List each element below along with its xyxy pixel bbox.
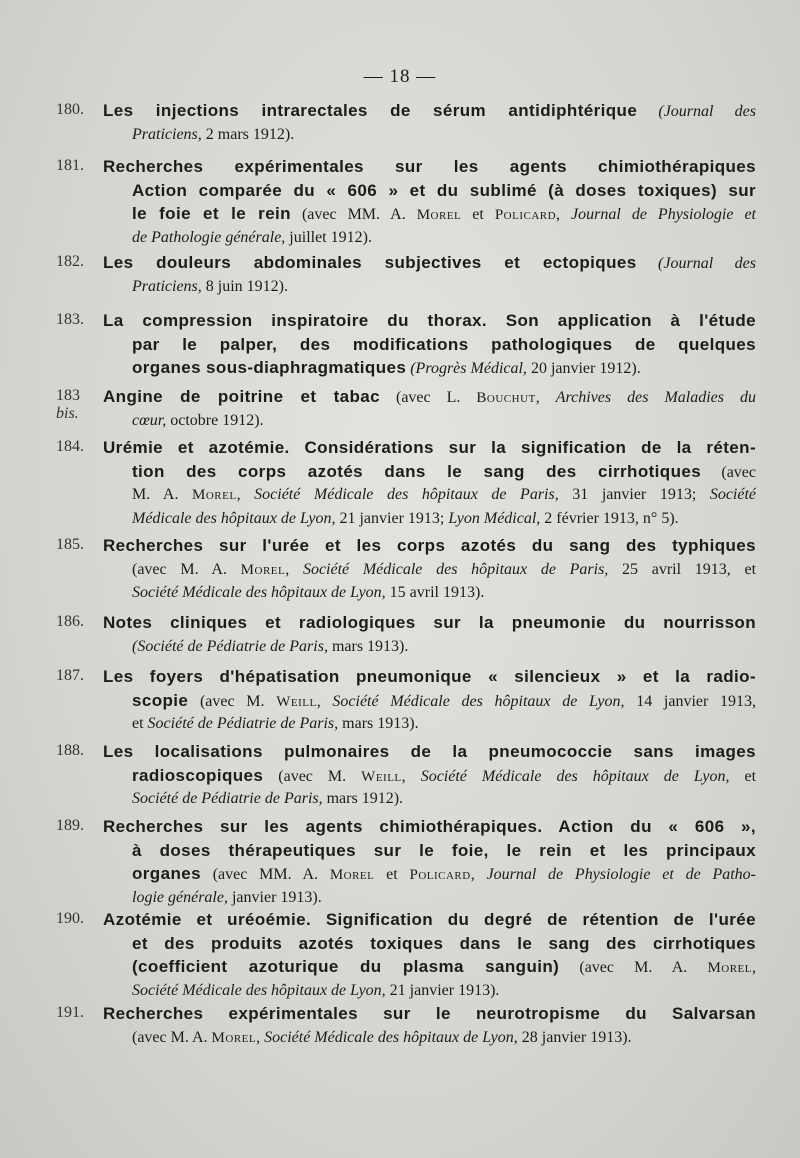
entry-title: à doses thérapeutiques sur le foie, le rein et les principaux <box>132 840 756 860</box>
entry-text: Praticiens, <box>132 277 202 295</box>
entry-text: (Journal des <box>637 103 756 120</box>
entry-number: 182. <box>56 253 84 270</box>
bibliography-entry <box>56 99 756 150</box>
entry-line <box>132 356 756 380</box>
entry-line <box>132 764 756 788</box>
entry-text: mars 1913). <box>338 715 419 732</box>
entry-text: , <box>470 866 487 883</box>
entry-line <box>132 862 756 886</box>
entry-text: 8 juin 1912). <box>201 277 288 295</box>
entry-number: 184. <box>56 438 84 455</box>
entry-line <box>132 409 756 433</box>
entry-title: radioscopiques <box>132 765 264 785</box>
entry-text: et <box>461 206 495 223</box>
entry-line <box>103 99 756 123</box>
bibliography-entry <box>56 534 756 609</box>
entry-title: Recherches expérimentales sur le neurotropisme du Salvarsan <box>103 1004 756 1023</box>
entry-title: organes sous-diaphragmatiques <box>132 358 407 377</box>
entry-line <box>132 787 756 811</box>
bibliography-entry <box>56 740 756 815</box>
entry-number: 181. <box>56 157 84 174</box>
entry-text: Médicale des hôpitaux de Lyon, <box>132 509 336 527</box>
entry-title: Les foyers d'hépatisation pneumonique « silencieux » et la radio- <box>103 667 756 686</box>
entry-text: (avec M. <box>188 692 277 710</box>
page-number: — 18 — <box>363 66 437 87</box>
entry-text: Morel <box>416 207 462 223</box>
entry-title: La compression inspiratoire du thorax. Son application à l'étude <box>103 311 756 330</box>
entry-line <box>132 581 756 605</box>
entry-title: Recherches sur l'urée et les corps azotés du sang des typhiques <box>103 536 756 555</box>
entry-text: Morel <box>707 960 752 976</box>
bibliography-entry <box>56 155 756 253</box>
entry-title: Azotémie et uréoémie. Signification du degré de rétention de l'urée <box>103 910 756 929</box>
entry-title: Les injections intrarectales de sérum antidiphtérique <box>103 101 638 120</box>
entry-text: Lyon Médical, <box>448 509 541 527</box>
bibliography-entry <box>56 908 756 1006</box>
entry-title: Action comparée du « 606 » et du sublimé (à doses toxiques) sur <box>132 180 756 200</box>
entry-text: (avec M. A. <box>559 959 708 976</box>
entry-line <box>103 611 756 635</box>
bibliography-entry <box>56 436 756 534</box>
entry-text: (avec L. <box>380 389 477 406</box>
entry-line <box>103 155 756 179</box>
entry-text: Morel <box>329 867 375 883</box>
entry-text: Société Médicale des hôpitaux de Lyon, <box>332 692 625 710</box>
entry-number: 191. <box>56 1004 84 1021</box>
entry-line <box>132 886 756 910</box>
entry-text: (avec M. <box>263 767 362 785</box>
entry-text: (avec MM. A. <box>200 866 330 883</box>
entry-text: cœur, <box>132 411 167 429</box>
entry-text: Bouchut <box>476 390 536 406</box>
entry-text: 2 mars 1912). <box>201 125 295 143</box>
entry-line <box>103 436 756 460</box>
entry-text: 14 janvier 1913, <box>624 692 756 710</box>
entry-text: 25 avril 1913, et <box>608 560 756 578</box>
entry-text: et <box>729 767 756 785</box>
entry-line <box>132 932 756 956</box>
entry-text: Morel <box>192 487 237 503</box>
entry-text: M. A. <box>132 486 193 503</box>
entry-line <box>132 558 756 582</box>
entry-text: mars 1913). <box>327 637 409 655</box>
entry-title: Notes cliniques et radiologiques sur la pneumonie du nourrisson <box>103 613 756 632</box>
entry-text: Morel <box>240 561 286 578</box>
entry-title: tion des corps azotés dans le sang des cirrhotiques <box>132 461 702 481</box>
entry-title: le foie et le rein <box>132 204 291 223</box>
entry-text: janvier 1913). <box>227 888 322 906</box>
entry-text: et <box>374 866 410 883</box>
entry-title: organes <box>132 864 201 883</box>
entry-text: Société Médicale des hôpitaux de Lyon, <box>132 981 386 999</box>
entry-number: 180. <box>56 101 84 118</box>
entry-text: (Progrès Médical, <box>406 360 527 377</box>
entry-text: logie générale, <box>132 888 228 906</box>
entry-line <box>132 333 756 357</box>
entry-line <box>132 483 756 507</box>
entry-text: 15 avril 1913). <box>385 584 485 601</box>
bibliography-entry <box>56 611 756 662</box>
entry-title: Angine de poitrine et tabac <box>103 387 380 406</box>
entry-text: (avec M. A. <box>132 560 241 578</box>
entry-text: juillet 1912). <box>285 228 372 246</box>
entry-text: 28 janvier 1913). <box>517 1028 632 1046</box>
entry-text: Société <box>709 486 756 503</box>
entry-text: Journal de Physiologie et de Patho- <box>486 866 756 883</box>
entry-text: Société Médicale des hôpitaux de Lyon, <box>264 1028 518 1046</box>
entry-line <box>103 665 756 689</box>
entry-text: Société Médicale des hôpitaux de Lyon, <box>132 584 386 601</box>
entry-title: Les localisations pulmonaires de la pneumococcie sans images <box>103 742 756 761</box>
entry-text: de Pathologie générale, <box>132 228 286 246</box>
bibliography-entry <box>56 665 756 740</box>
entry-line <box>103 534 756 558</box>
entry-text: Société Médicale des hôpitaux de Paris, <box>302 560 609 578</box>
entry-number: 183. <box>56 311 84 328</box>
entry-text: Société de Pédiatrie de Paris, <box>147 715 339 732</box>
entry-line <box>132 226 756 250</box>
bibliography-entry <box>56 1002 756 1053</box>
entry-line <box>132 955 756 979</box>
entry-line <box>132 123 756 147</box>
entry-line <box>103 1002 756 1026</box>
entry-number: 190. <box>56 910 84 927</box>
entry-text: , <box>285 560 303 578</box>
entry-text: Weill <box>361 768 402 785</box>
entry-text: Journal de Physiologie et <box>571 206 756 223</box>
entry-text: Société Médicale des hôpitaux de Lyon, <box>420 767 730 785</box>
entry-text: 20 janvier 1912). <box>526 360 641 377</box>
entry-line <box>132 202 756 226</box>
entry-text: 21 janvier 1913). <box>385 981 500 999</box>
bibliography-entry <box>56 309 756 384</box>
entry-text: Policard <box>494 207 557 223</box>
entry-title: Recherches expérimentales sur les agents chimiothérapiques <box>103 157 756 176</box>
entry-title: (coefficient azoturique du plasma sanguin) <box>132 957 560 976</box>
entry-text: (avec MM. A. <box>290 206 417 223</box>
entry-text: , <box>401 767 421 785</box>
bibliography-entry <box>56 385 756 436</box>
entry-line <box>103 740 756 764</box>
entry-text: , <box>556 206 572 223</box>
entry-text: 21 janvier 1913; <box>335 509 449 527</box>
entry-title: Les douleurs abdominales subjectives et ectopiques <box>103 253 637 272</box>
entry-text: Weill <box>276 693 317 710</box>
entry-text: , <box>535 389 556 406</box>
entry-text: Société Médicale des hôpitaux de Paris, <box>254 486 559 503</box>
entry-line <box>132 460 756 484</box>
entry-text: et <box>132 715 148 732</box>
entry-line <box>103 908 756 932</box>
entry-line <box>103 385 756 409</box>
entry-text: (avec <box>701 463 756 481</box>
entry-text: , <box>316 692 333 710</box>
bibliography-entry <box>56 251 756 302</box>
entry-line <box>132 689 756 713</box>
entry-line <box>132 1026 756 1050</box>
entry-text: , <box>752 959 756 976</box>
entry-number: 189. <box>56 817 84 834</box>
entry-text: mars 1912). <box>322 790 404 807</box>
entry-text: Policard <box>409 867 471 883</box>
entry-line <box>132 712 756 736</box>
entry-title: et des produits azotés toxiques dans le sang des cirrhotiques <box>132 933 756 953</box>
entry-title: scopie <box>132 690 189 710</box>
bibliography-entry <box>56 815 756 913</box>
entry-text: Société de Pédiatrie de Paris, <box>132 790 323 807</box>
entry-line <box>132 507 756 531</box>
entry-text: Morel <box>211 1029 257 1046</box>
entry-title: par le palper, des modifications pathologiques de quelques <box>132 334 756 354</box>
entry-number: 185. <box>56 536 84 553</box>
entry-text: 2 février 1913, n° 5). <box>540 509 679 527</box>
entry-text: 31 janvier 1913; <box>558 486 710 503</box>
entry-text: Archives des Maladies du <box>555 389 756 406</box>
entry-text: (Société de Pédiatrie de Paris, <box>132 637 328 655</box>
entry-number: 187. <box>56 667 84 684</box>
entry-line <box>132 635 756 659</box>
entry-text: , <box>256 1028 265 1046</box>
entry-line <box>132 979 756 1003</box>
entry-text: Praticiens, <box>132 125 202 143</box>
entry-text: octobre 1912). <box>166 411 264 429</box>
entry-text: , <box>236 486 255 503</box>
entry-text: (avec M. A. <box>132 1028 212 1046</box>
entry-line <box>103 815 756 839</box>
entry-line <box>132 275 756 299</box>
entry-title: Recherches sur les agents chimiothérapiques. Action du « 606 », <box>103 817 756 836</box>
entry-number: 188. <box>56 742 84 759</box>
entry-line <box>132 839 756 863</box>
entry-line <box>132 179 756 203</box>
entry-number: 183 bis. <box>56 387 80 422</box>
entry-title: Urémie et azotémie. Considérations sur la signification de la réten- <box>103 438 756 457</box>
entry-text: (Journal des <box>636 255 756 272</box>
entry-number: 186. <box>56 613 84 630</box>
entry-line <box>103 309 756 333</box>
entry-line <box>103 251 756 275</box>
